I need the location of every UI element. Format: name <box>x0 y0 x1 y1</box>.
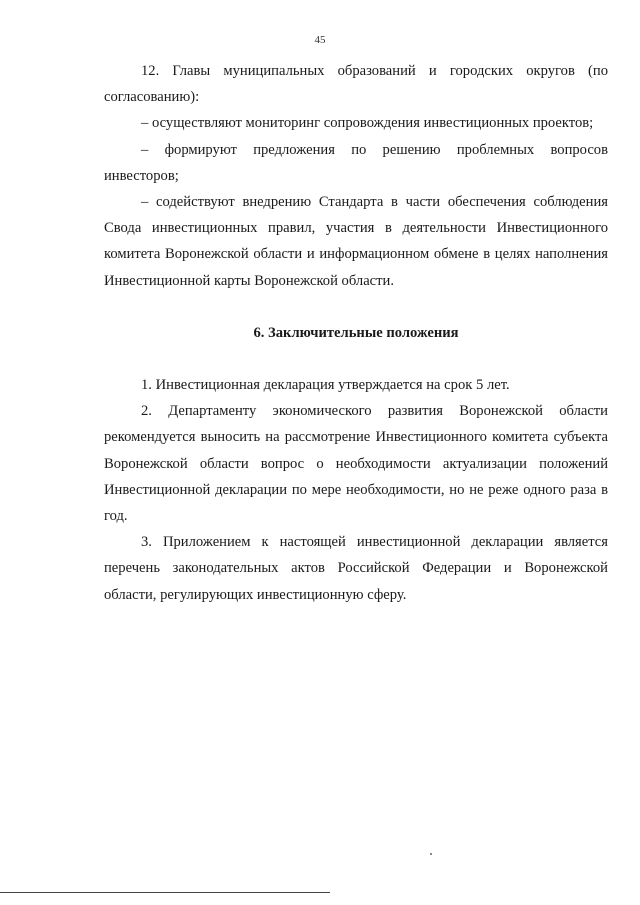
bullet-proposals: – формируют предложения по решению проблемных вопросов инвесторов; <box>104 141 608 184</box>
section-heading: 6. Заключительные положения <box>253 324 459 341</box>
page-body <box>104 58 608 608</box>
final-paragraph-1: 1. Инвестиционная декларация утверждается на срок 5 лет. <box>141 377 510 394</box>
scan-speck <box>430 853 432 855</box>
final-paragraph-3: 3. Приложением к настоящей инвестиционной декларации является перечень законодательных актов Российской Федерации и Воронежской области, регулирующих инвестиционную сферу. <box>104 534 608 603</box>
final-paragraph-2: 2. Департаменту экономического развития Воронежской области рекомендуется выносить на рассмотрение Инвестиционного комитета субъекта Воронежской области вопрос о необходимости актуализации положений Инвестиционной декларации по мере необходимости, но не реже одного раза в год. <box>104 403 608 525</box>
bullet-monitoring: – осуществляют мониторинг сопровождения инвестиционных проектов; <box>141 115 594 132</box>
footer-rule <box>0 892 330 893</box>
bullet-standard: – содействуют внедрению Стандарта в части обеспечения соблюдения Свода инвестиционных правил, участия в деятельности Инвестиционного комитета Воронежской области и информационном обмене в целях наполнения Инвестиционной карты Воронежской области. <box>104 194 608 289</box>
page-number: 45 <box>314 34 326 46</box>
item-12-intro: 12. Главы муниципальных образований и городских округов (по согласованию): <box>104 63 608 106</box>
